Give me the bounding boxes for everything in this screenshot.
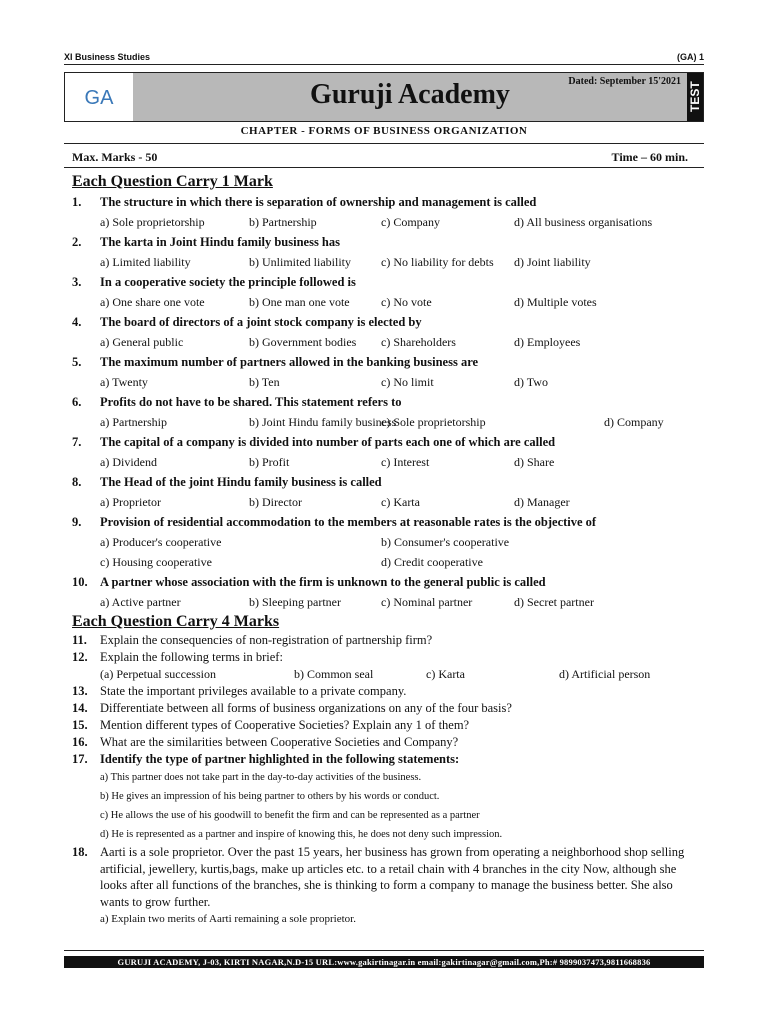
question-14: 14. Differentiate between all forms of business organizations on any of the four basis? (72, 701, 512, 715)
option-5-a: a) Twenty (100, 375, 148, 389)
question-list (72, 172, 692, 929)
question-18a: a) Explain two merits of Aarti remaining a sole proprietor. (100, 913, 356, 925)
marks-line (72, 150, 688, 165)
chapter-title: CHAPTER - FORMS OF BUSINESS ORGANIZATION (240, 125, 528, 137)
option-2-a: a) Limited liability (100, 255, 191, 269)
test-date: Dated: September 15'2021 (568, 76, 681, 87)
question-4: 4. The board of directors of a joint stock company is elected by (72, 315, 422, 329)
option-8-a: a) Proprietor (100, 495, 161, 509)
option-6-c: c) Sole proprietorship (381, 415, 486, 429)
option-4-a: a) General public (100, 335, 184, 349)
question-2: 2. The karta in Joint Hindu family business has (72, 235, 340, 249)
footer-rule (64, 950, 704, 951)
page-code: (GA) 1 (677, 52, 704, 62)
title-banner (133, 73, 687, 121)
ga-logo-icon (77, 82, 121, 112)
option-1-c: c) Company (381, 215, 440, 229)
question-3: 3. In a cooperative society the principle followed is (72, 275, 356, 289)
option-8-d: d) Manager (514, 495, 570, 509)
options-10: a) Active partner b) Sleeping partner c) Nominal partner d) Secret partner (100, 595, 594, 609)
option-8-b: b) Director (249, 495, 302, 509)
options-9a: a) Producer's cooperative b) Consumer's cooperative (100, 535, 510, 549)
option-4-b: b) Government bodies (249, 335, 357, 349)
statement-17d: d) He is represented as a partner and inspire of knowing this, he does not deny such impression. (100, 829, 503, 840)
class-subject: XI Business Studies (64, 52, 151, 62)
options-12: (a) Perpetual succession b) Common seal c) Karta d) Artificial person (100, 667, 651, 681)
question-6: 6. Profits do not have to be shared. This statement refers to (72, 395, 402, 409)
option-1-b: b) Partnership (249, 215, 317, 229)
question-15: 15. Mention different types of Cooperative Societies? Explain any 1 of them? (72, 718, 470, 732)
option-5-d: d) Two (514, 375, 548, 389)
option-3-d: d) Multiple votes (514, 295, 597, 309)
options-6 (72, 412, 692, 432)
header-rule (64, 64, 704, 65)
question-10: 10. A partner whose association with the firm is unknown to the general public is called (72, 575, 546, 589)
page-title: Guruji Academy (310, 79, 510, 110)
options-3 (72, 292, 692, 312)
chapter-rule (64, 143, 704, 144)
options-1 (72, 212, 692, 232)
option-4-d: d) Employees (514, 335, 581, 349)
option-5-b: b) Ten (249, 375, 280, 389)
question-17: 17. Identify the type of partner highlighted in the following statements: (72, 752, 460, 766)
option-1-d: d) All business organisations (514, 215, 653, 229)
academy-logo (65, 73, 134, 121)
section-heading-2: Each Question Carry 4 Marks (72, 613, 280, 630)
option-3-a: a) One share one vote (100, 295, 205, 309)
option-4-c: c) Shareholders (381, 335, 456, 349)
option-7-a: a) Dividend (100, 455, 157, 469)
option-7-d: d) Share (514, 455, 555, 469)
option-5-c: c) No limit (381, 375, 434, 389)
question-12: 12. Explain the following terms in brief: (72, 650, 283, 664)
max-marks: Max. Marks - 50 (72, 150, 158, 164)
option-2-c: c) No liability for debts (381, 255, 494, 269)
question-8: 8. The Head of the joint Hindu family business is called (72, 475, 382, 489)
running-header (64, 52, 704, 62)
footer-contact: GURUJI ACADEMY, J-03, KIRTI NAGAR,N.D-15 URL:www.gakirtinagar.in email:gakirtinagar@gmail.com,Ph:# 9899037473,9811668836 (64, 956, 704, 968)
option-1-a: a) Sole proprietorship (100, 215, 205, 229)
question-13: 13. State the important privileges available to a private company. (72, 684, 407, 698)
question-5: 5. The maximum number of partners allowed in the banking business are (72, 355, 479, 369)
question-1: 1. The structure in which there is separation of ownership and management is called (72, 195, 537, 209)
option-3-c: c) No vote (381, 295, 432, 309)
option-6-a: a) Partnership (100, 415, 167, 429)
option-7-b: b) Profit (249, 455, 290, 469)
marks-rule (64, 167, 704, 168)
question-7: 7. The capital of a company is divided into number of parts each one of which are called (72, 435, 556, 449)
test-badge: TEST (687, 73, 703, 121)
options-8 (72, 492, 692, 512)
statement-17c: c) He allows the use of his goodwill to benefit the firm and can be represented as a partner (100, 810, 480, 821)
option-7-c: c) Interest (381, 455, 430, 469)
time-limit: Time – 60 min. (611, 150, 688, 164)
option-2-d: d) Joint liability (514, 255, 591, 269)
question-18: 18. Aarti is a sole proprietor. Over the past 15 years, her business has grown from operating a neighborhood shop selling artificial, jewellery, kurtis,bags, make up articles etc. to a retail chain with 4 branches in the city Now, although she looks after all functions of the branches, she is thinking to form a company to manage the business better. She also wants to grow further. (72, 845, 685, 909)
svg-text:GA: GA (84, 87, 114, 109)
option-6-b: b) Joint Hindu family business (249, 415, 397, 429)
question-9: 9. Provision of residential accommodation to the members at reasonable rates is the objective of (72, 515, 597, 529)
options-4 (72, 332, 692, 352)
question-11: 11. Explain the consequencies of non-registration of partnership firm? (72, 633, 433, 647)
option-2-b: b) Unlimited liability (249, 255, 351, 269)
option-8-c: c) Karta (381, 495, 420, 509)
question-16: 16. What are the similarities between Cooperative Societies and Company? (72, 735, 459, 749)
statement-17a: a) This partner does not take part in the day-to-day activities of the business. (100, 772, 422, 783)
options-7 (72, 452, 692, 472)
options-9b: c) Housing cooperative d) Credit cooperative (100, 555, 483, 569)
title-box (64, 72, 704, 122)
option-3-b: b) One man one vote (249, 295, 350, 309)
statement-17b: b) He gives an impression of his being partner to others by his words or conduct. (100, 791, 440, 802)
option-6-d: d) Company (604, 415, 664, 429)
options-2 (72, 252, 692, 272)
options-5 (72, 372, 692, 392)
section-heading-1: Each Question Carry 1 Mark (72, 173, 273, 190)
